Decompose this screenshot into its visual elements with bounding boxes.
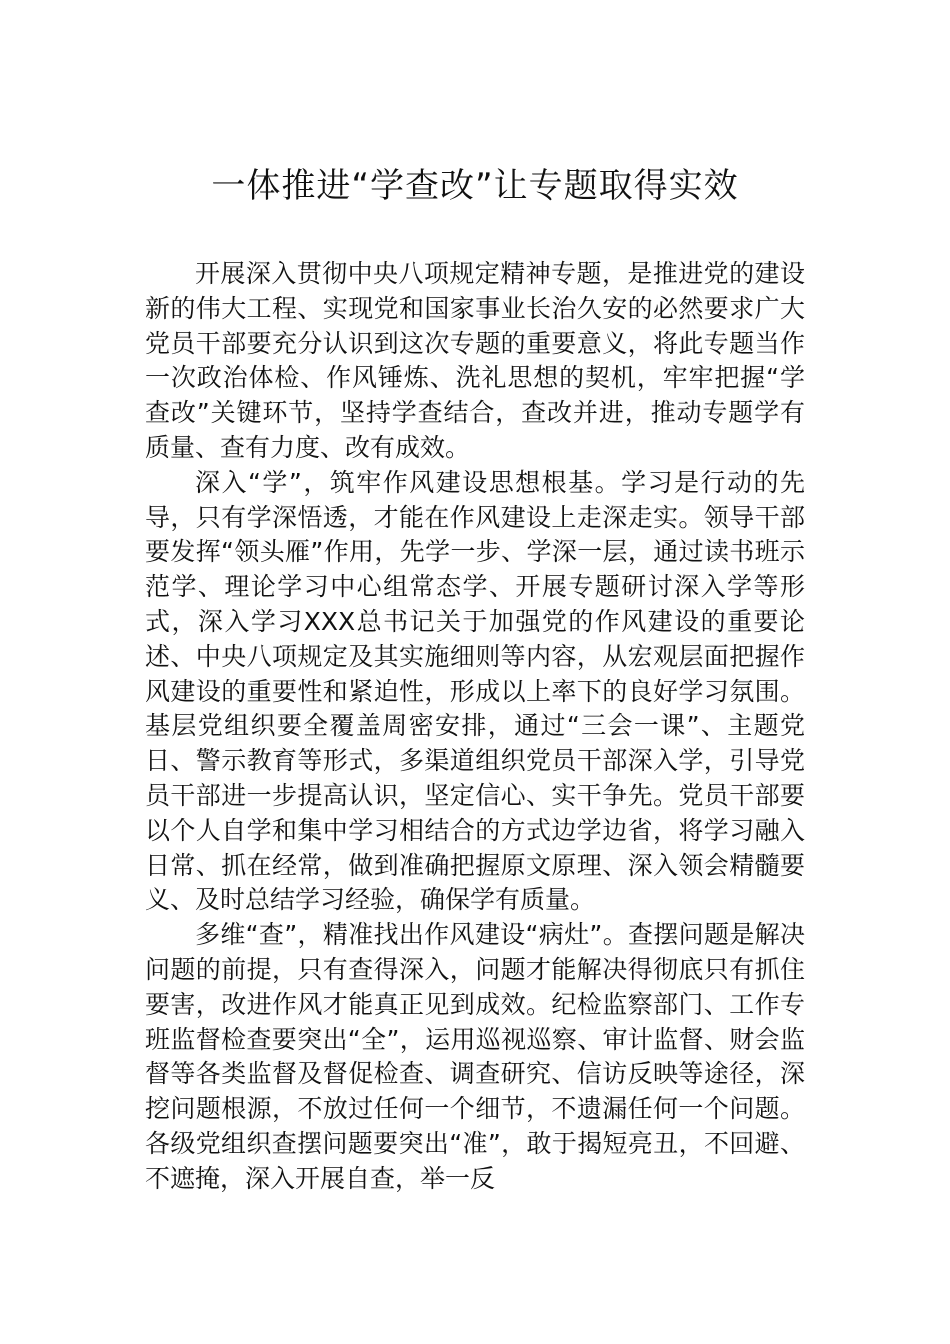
paragraph-intro: 开展深入贯彻中央八项规定精神专题，是推进党的建设新的伟大工程、实现党和国家事业长治久安的必然要求广大党员干部要充分认识到这次专题的重要意义，将此专题当作一次政治体检、作风锤炼、洗礼思想的契机，牢牢把握“学查改”关键环节，坚持学查结合，查改并进，推动专题学有质量、查有力度、改有成效。 — [145, 259, 805, 462]
document-body — [145, 257, 805, 1197]
document-title: 一体推进“学查改”让专题取得实效 — [211, 166, 739, 206]
paragraph-inspect: 多维“查”，精准找出作风建设“病灶”。查摆问题是解决问题的前提，只有查得深入，问题才能解决得彻底只有抓住要害，改进作风才能真正见到成效。纪检监察部门、工作专班监督检查要突出“全”，运用巡视巡察、审计监督、财会监督等各类监督及督促检查、调查研究、信访反映等途径，深挖问题根源，不放过任何一个细节，不遗漏任何一个问题。各级党组织查摆问题要突出“准”，敢于揭短亮丑，不回避、不遮掩，深入开展自查，举一反 — [145, 920, 805, 1193]
paragraph-study: 深入“学”，筑牢作风建设思想根基。学习是行动的先导，只有学深悟透，才能在作风建设上走深走实。领导干部要发挥“领头雁”作用，先学一步、学深一层，通过读书班示范学、理论学习中心组常态学、开展专题研讨深入学等形式，深入学习XXX总书记关于加强党的作风建设的重要论述、中央八项规定及其实施细则等内容，从宏观层面把握作风建设的重要性和紧迫性，形成以上率下的良好学习氛围。基层党组织要全覆盖周密安排，通过“三会一课”、主题党日、警示教育等形式，多渠道组织党员干部深入学，引导党员干部进一步提高认识，坚定信心、实干争先。党员干部要以个人自学和集中学习相结合的方式边学边省，将学习融入日常、抓在经常，做到准确把握原文原理、深入领会精髓要义、及时总结学习经验，确保学有质量。 — [145, 467, 805, 915]
